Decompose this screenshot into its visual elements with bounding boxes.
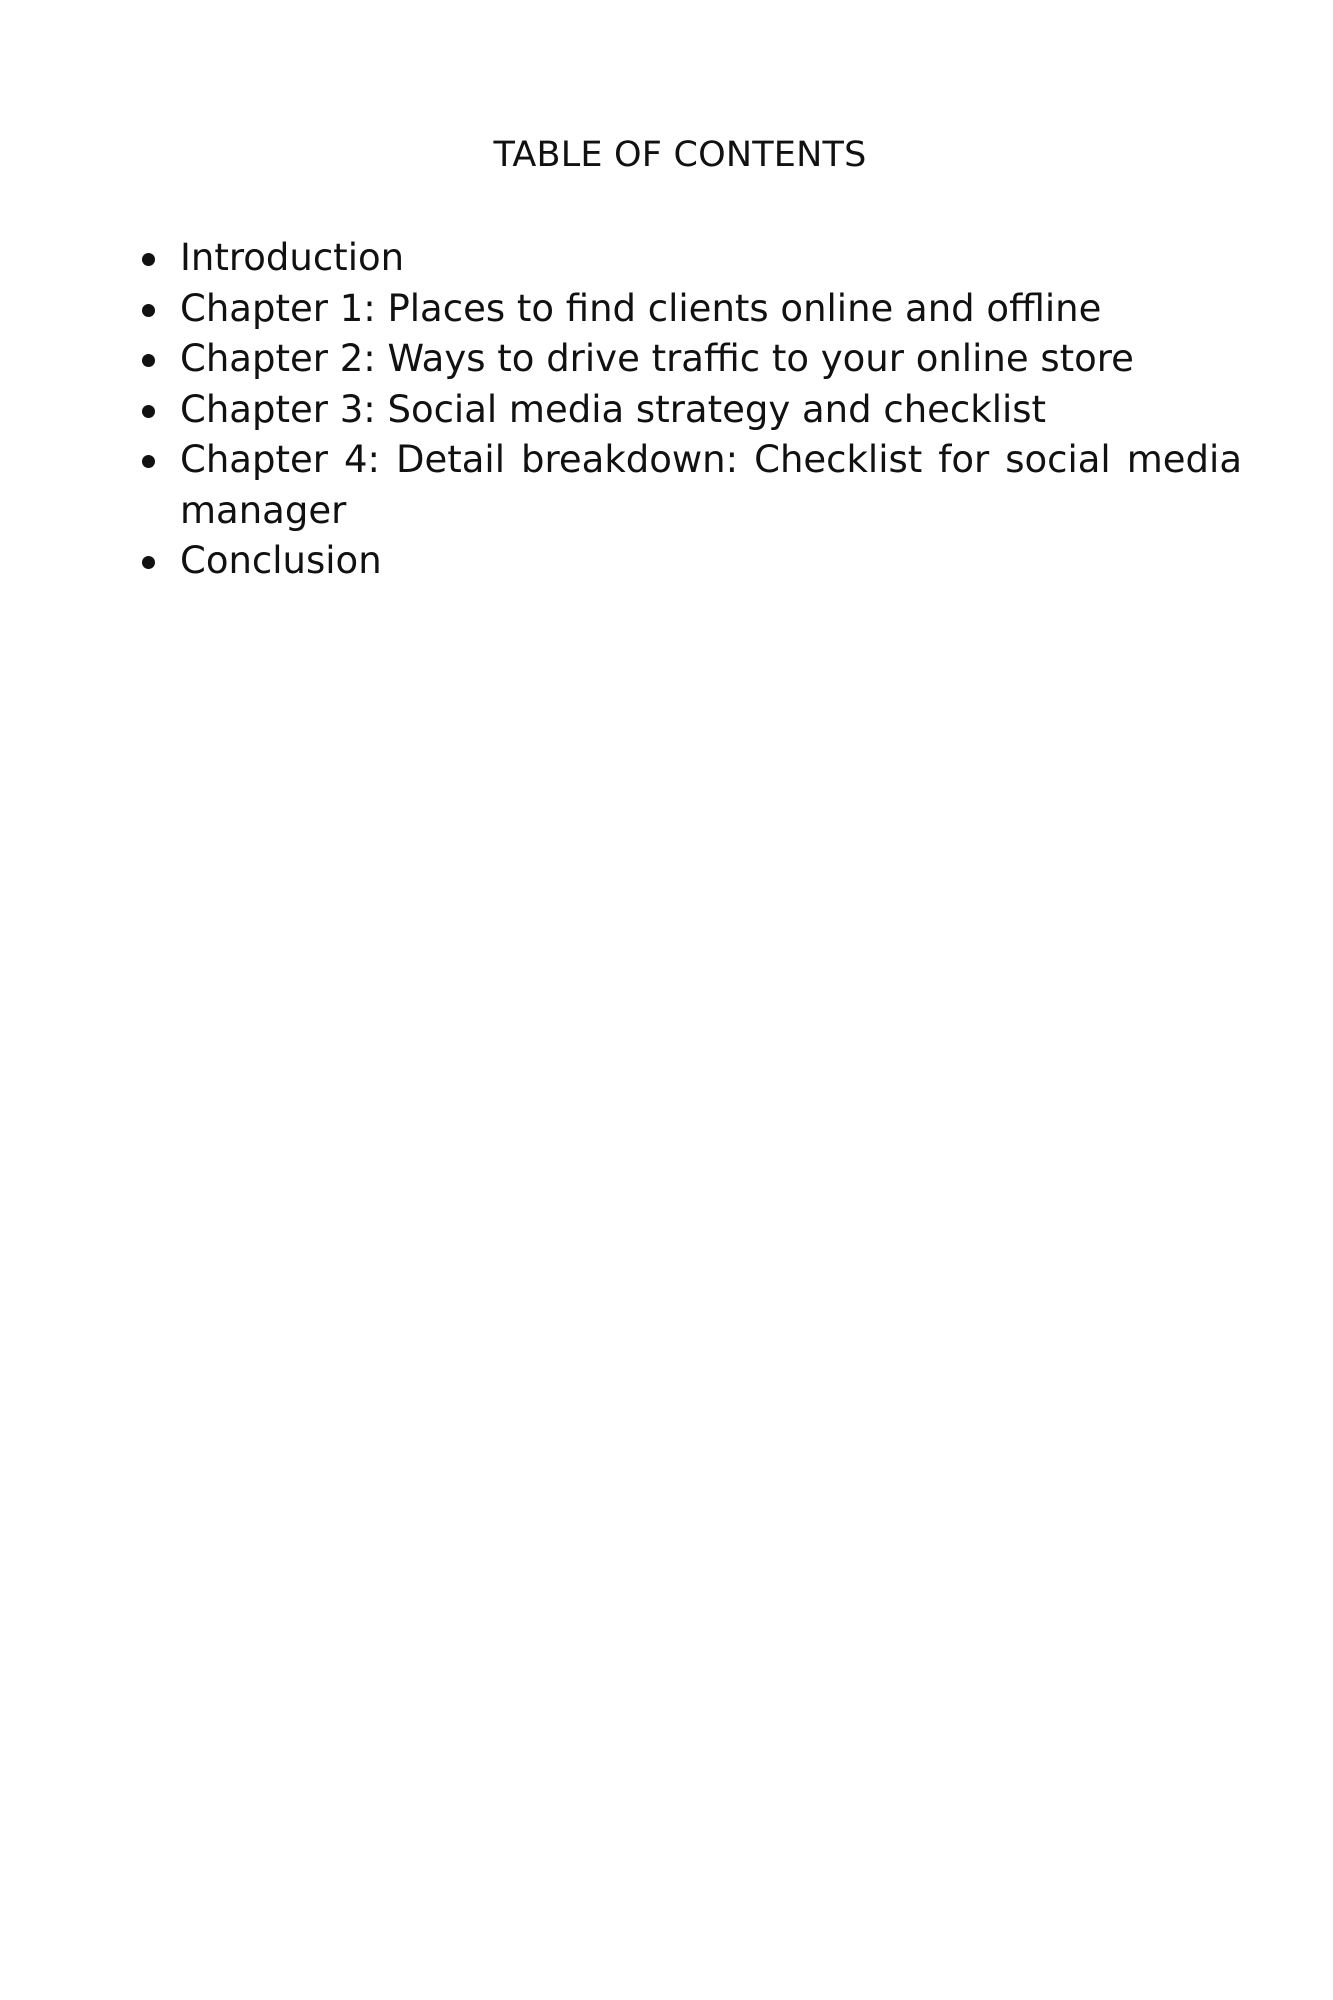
bullet-icon bbox=[142, 556, 155, 569]
toc-item-chapter-2 bbox=[180, 334, 1242, 385]
bullet-icon bbox=[142, 405, 155, 418]
toc-item-chapter-3 bbox=[180, 385, 1242, 436]
toc-item-label: Chapter 3: Social media strategy and checklist bbox=[180, 387, 1047, 431]
toc-item-conclusion bbox=[180, 536, 1242, 587]
toc-item-chapter-1 bbox=[180, 284, 1242, 335]
bullet-icon bbox=[142, 253, 155, 266]
toc-list bbox=[180, 233, 1242, 587]
toc-item-label: Introduction bbox=[180, 236, 405, 279]
toc-title: TABLE OF CONTENTS bbox=[493, 135, 867, 175]
bullet-icon bbox=[142, 354, 155, 367]
toc-item-label: Chapter 2: Ways to drive traffic to your online store bbox=[180, 337, 1134, 380]
bullet-icon bbox=[142, 304, 155, 317]
bullet-icon bbox=[142, 455, 155, 468]
toc-item-chapter-4 bbox=[180, 435, 1242, 536]
toc-item-label: Conclusion bbox=[180, 539, 382, 582]
toc-item-label: Chapter 1: Places to find clients online and offline bbox=[180, 286, 1102, 330]
toc-item-label: Chapter 4: Detail breakdown: Checklist for social media manager bbox=[180, 438, 1242, 532]
toc-item-introduction bbox=[180, 233, 1242, 284]
